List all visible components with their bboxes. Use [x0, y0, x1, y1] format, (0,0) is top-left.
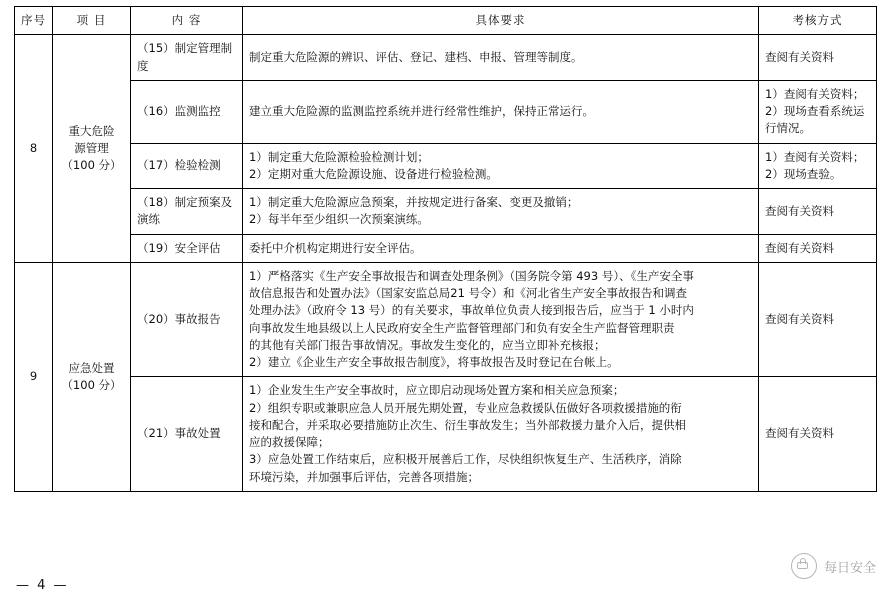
row-item-line: 源管理	[74, 140, 109, 155]
row-check-method	[759, 35, 877, 81]
requirement-line: 1）制定重大危险源应急预案，并按规定进行备案、变更及撤销；	[249, 195, 579, 209]
row-content: （16）监测监控	[131, 80, 243, 143]
table-row	[15, 35, 877, 81]
header-check: 考核方式	[759, 7, 877, 35]
requirement-line: 应的救援保障；	[249, 435, 330, 449]
wechat-lock-logo-icon	[791, 553, 817, 579]
row-check-method	[759, 143, 877, 189]
requirement-line: 1）企业发生生产安全事故时，应立即启动现场处置方案和相关应急预案；	[249, 383, 625, 398]
row-check-method	[759, 377, 877, 492]
table-row	[15, 262, 877, 377]
assessment-table	[14, 6, 877, 492]
row-requirement	[243, 35, 759, 81]
row-content: （20）事故报告	[131, 262, 243, 377]
row-requirement	[243, 262, 759, 377]
requirement-line: 建立重大危险源的监测监控系统并进行经常性维护，保持正常运行。	[249, 104, 594, 118]
watermark-text: 每日安全	[823, 560, 876, 576]
requirement-line: 故信息报告和处置办法》（国家安监总局21 号令）和《河北省生产安全事故报告和调查	[249, 286, 688, 300]
check-line: 1）查阅有关资料；	[765, 86, 865, 101]
row-requirement	[243, 234, 759, 262]
requirement-line: 2）定期对重大危险源设施、设备进行检验检测。	[249, 166, 498, 181]
row-requirement	[243, 143, 759, 189]
row-check-method	[759, 262, 877, 377]
requirement-line: 1）严格落实《生产安全事故报告和调查处理条例》（国务院令第 493 号）、《生产安全事	[249, 268, 694, 283]
row-content: （19）安全评估	[131, 234, 243, 262]
row-item	[53, 35, 131, 263]
table-row	[15, 377, 877, 492]
requirement-line: 委托中介机构定期进行安全评估。	[249, 240, 422, 255]
row-check-method	[759, 189, 877, 235]
requirement-line: 3）应急处置工作结束后，应积极开展善后工作，尽快组织恢复生产、生活秩序，消除	[249, 452, 682, 467]
row-item	[53, 262, 131, 491]
row-item-line: （100 分）	[61, 158, 122, 173]
row-item-line: 重大危险	[68, 123, 115, 138]
row-content: （21）事故处置	[131, 377, 243, 492]
requirement-line: 处理办法》（政府令 13 号）的有关要求，事故单位负责人接到报告后，应当于 1 小时内	[249, 303, 694, 318]
check-line: 1）查阅有关资料；	[765, 149, 865, 164]
requirement-line: 1）制定重大危险源检验检测计划；	[249, 149, 429, 164]
row-check-method	[759, 80, 877, 143]
table-row	[15, 189, 877, 235]
row-item-line: 应急处置	[68, 360, 115, 375]
row-requirement	[243, 80, 759, 143]
check-line: 查阅有关资料	[765, 311, 834, 326]
page-number: — 4 —	[16, 578, 69, 593]
requirement-line: 的其他有关部门报告事故情况。事故发生变化的，应当立即补充核报；	[249, 337, 606, 352]
row-number: 9	[15, 262, 53, 491]
row-content: （17）检验检测	[131, 143, 243, 189]
requirement-line: 2）每半年至少组织一次预案演练。	[249, 212, 429, 227]
watermark	[791, 553, 876, 579]
row-content: （18）制定预案及演练	[131, 189, 243, 235]
header-item: 项 目	[53, 7, 131, 35]
table-header	[15, 7, 877, 35]
row-requirement	[243, 189, 759, 235]
requirement-line: 2）建立《企业生产安全事故报告制度》，将事故报告及时登记在台帐上。	[249, 355, 619, 369]
check-line: 查阅有关资料	[765, 49, 834, 64]
table-header-row	[15, 7, 877, 35]
table-row	[15, 143, 877, 189]
check-line: 查阅有关资料	[765, 240, 834, 255]
row-check-method	[759, 234, 877, 262]
header-no: 序号	[15, 7, 53, 35]
row-item-line: （100 分）	[61, 377, 122, 392]
requirement-line: 2）组织专职或兼职应急人员开展先期处置，专业应急救援队伍做好各项救援措施的衔	[249, 400, 682, 415]
header-content: 内 容	[131, 7, 243, 35]
check-line: 2）现场查验。	[765, 166, 842, 181]
header-requirement: 具体要求	[243, 7, 759, 35]
row-number: 8	[15, 35, 53, 263]
requirement-line: 向事故发生地县级以上人民政府安全生产监督管理部门和负有安全生产监督管理职责	[249, 320, 675, 335]
table-row	[15, 80, 877, 143]
check-line: 查阅有关资料	[765, 426, 834, 441]
row-requirement	[243, 377, 759, 492]
check-line: 2）现场查看系统运行情况。	[765, 104, 865, 136]
check-line: 查阅有关资料	[765, 203, 834, 218]
row-content: （15）制定管理制度	[131, 35, 243, 81]
table-body	[15, 35, 877, 492]
requirement-line: 接和配合，并采取必要措施防止次生、衍生事故发生；当外部救援力量介入后，提供相	[249, 417, 686, 432]
requirement-line: 环境污染，并加强事后评估，完善各项措施；	[249, 469, 479, 484]
table-row	[15, 234, 877, 262]
requirement-line: 制定重大危险源的辨识、评估、登记、建档、申报、管理等制度。	[249, 49, 583, 64]
